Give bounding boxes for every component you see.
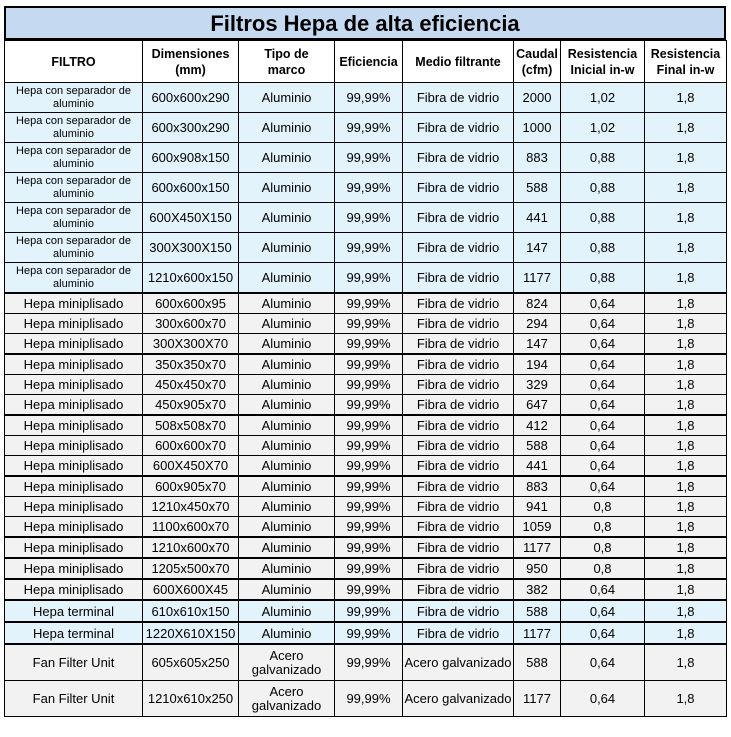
cell-tipo-marco: Aluminio	[239, 395, 335, 416]
cell-caudal: 950	[514, 558, 561, 579]
cell-resistencia-final: 1,8	[645, 579, 727, 600]
cell-dimensiones: 600x300x290	[143, 113, 239, 143]
cell-medio-filtrante: Fibra de vidrio	[403, 233, 514, 263]
cell-caudal: 647	[514, 395, 561, 416]
cell-eficiencia: 99,99%	[335, 436, 403, 456]
cell-resistencia-inicial: 0,64	[561, 293, 645, 314]
cell-dimensiones: 300X300X70	[143, 334, 239, 355]
cell-medio-filtrante: Fibra de vidrio	[403, 314, 514, 334]
table-row	[5, 622, 727, 644]
table-row	[5, 83, 727, 113]
cell-resistencia-final: 1,8	[645, 143, 727, 173]
cell-dimensiones: 600x908x150	[143, 143, 239, 173]
cell-tipo-marco: Aluminio	[239, 517, 335, 538]
page-title: Filtros Hepa de alta eficiencia	[4, 6, 726, 40]
cell-medio-filtrante: Fibra de vidrio	[403, 558, 514, 579]
cell-tipo-marco: Aluminio	[239, 476, 335, 497]
cell-medio-filtrante: Acero galvanizado	[403, 681, 514, 717]
cell-resistencia-inicial: 0,88	[561, 173, 645, 203]
cell-medio-filtrante: Fibra de vidrio	[403, 354, 514, 375]
table-row	[5, 415, 727, 436]
cell-caudal: 441	[514, 456, 561, 477]
cell-tipo-marco: Aluminio	[239, 456, 335, 477]
cell-caudal: 1177	[514, 622, 561, 644]
cell-filtro: Hepa miniplisado	[5, 476, 143, 497]
cell-dimensiones: 600X450X150	[143, 203, 239, 233]
cell-resistencia-inicial: 0,64	[561, 456, 645, 477]
cell-resistencia-final: 1,8	[645, 203, 727, 233]
cell-resistencia-inicial: 0,88	[561, 233, 645, 263]
cell-caudal: 588	[514, 644, 561, 681]
table-row	[5, 681, 727, 717]
cell-resistencia-inicial: 0,64	[561, 622, 645, 644]
table-row	[5, 143, 727, 173]
table-row	[5, 558, 727, 579]
cell-dimensiones: 1100x600x70	[143, 517, 239, 538]
cell-resistencia-inicial: 0,64	[561, 334, 645, 355]
cell-tipo-marco: Aluminio	[239, 537, 335, 558]
cell-filtro: Hepa miniplisado	[5, 497, 143, 517]
cell-eficiencia: 99,99%	[335, 600, 403, 622]
header-row	[5, 41, 727, 83]
cell-tipo-marco: Aluminio	[239, 375, 335, 395]
cell-resistencia-final: 1,8	[645, 456, 727, 477]
cell-eficiencia: 99,99%	[335, 415, 403, 436]
header-eficiencia: Eficiencia	[335, 41, 403, 83]
cell-medio-filtrante: Acero galvanizado	[403, 644, 514, 681]
cell-caudal: 588	[514, 436, 561, 456]
cell-resistencia-final: 1,8	[645, 517, 727, 538]
cell-resistencia-final: 1,8	[645, 314, 727, 334]
cell-medio-filtrante: Fibra de vidrio	[403, 203, 514, 233]
table-container	[4, 6, 726, 717]
cell-resistencia-final: 1,8	[645, 233, 727, 263]
cell-dimensiones: 1210x600x70	[143, 537, 239, 558]
cell-eficiencia: 99,99%	[335, 143, 403, 173]
cell-resistencia-final: 1,8	[645, 263, 727, 294]
cell-resistencia-inicial: 0,64	[561, 681, 645, 717]
cell-resistencia-final: 1,8	[645, 173, 727, 203]
cell-caudal: 441	[514, 203, 561, 233]
cell-caudal: 824	[514, 293, 561, 314]
cell-eficiencia: 99,99%	[335, 395, 403, 416]
cell-medio-filtrante: Fibra de vidrio	[403, 497, 514, 517]
cell-resistencia-inicial: 0,88	[561, 263, 645, 294]
cell-dimensiones: 600x905x70	[143, 476, 239, 497]
cell-tipo-marco: Aluminio	[239, 579, 335, 600]
cell-tipo-marco: Acero galvanizado	[239, 681, 335, 717]
cell-resistencia-final: 1,8	[645, 644, 727, 681]
cell-medio-filtrante: Fibra de vidrio	[403, 517, 514, 538]
cell-caudal: 883	[514, 143, 561, 173]
cell-eficiencia: 99,99%	[335, 517, 403, 538]
cell-medio-filtrante: Fibra de vidrio	[403, 436, 514, 456]
cell-tipo-marco: Aluminio	[239, 354, 335, 375]
table-row	[5, 497, 727, 517]
cell-filtro: Hepa con separador de aluminio	[5, 173, 143, 203]
cell-filtro: Hepa miniplisado	[5, 395, 143, 416]
cell-resistencia-final: 1,8	[645, 497, 727, 517]
cell-filtro: Fan Filter Unit	[5, 644, 143, 681]
table-row	[5, 293, 727, 314]
cell-medio-filtrante: Fibra de vidrio	[403, 415, 514, 436]
cell-tipo-marco: Aluminio	[239, 600, 335, 622]
cell-resistencia-final: 1,8	[645, 354, 727, 375]
cell-medio-filtrante: Fibra de vidrio	[403, 375, 514, 395]
table-row	[5, 436, 727, 456]
cell-tipo-marco: Aluminio	[239, 436, 335, 456]
cell-medio-filtrante: Fibra de vidrio	[403, 263, 514, 294]
cell-dimensiones: 600x600x150	[143, 173, 239, 203]
cell-medio-filtrante: Fibra de vidrio	[403, 293, 514, 314]
cell-resistencia-inicial: 0,8	[561, 537, 645, 558]
cell-caudal: 883	[514, 476, 561, 497]
cell-filtro: Hepa miniplisado	[5, 558, 143, 579]
cell-tipo-marco: Aluminio	[239, 314, 335, 334]
table-row	[5, 456, 727, 477]
cell-dimensiones: 600X450X70	[143, 456, 239, 477]
cell-resistencia-inicial: 0,8	[561, 497, 645, 517]
table-row	[5, 375, 727, 395]
cell-filtro: Fan Filter Unit	[5, 681, 143, 717]
cell-filtro: Hepa miniplisado	[5, 375, 143, 395]
cell-dimensiones: 600X600X45	[143, 579, 239, 600]
cell-dimensiones: 508x508x70	[143, 415, 239, 436]
cell-eficiencia: 99,99%	[335, 456, 403, 477]
cell-resistencia-final: 1,8	[645, 334, 727, 355]
cell-filtro: Hepa con separador de aluminio	[5, 233, 143, 263]
hepa-filter-table	[4, 40, 727, 717]
cell-filtro: Hepa miniplisado	[5, 537, 143, 558]
table-row	[5, 354, 727, 375]
cell-resistencia-final: 1,8	[645, 436, 727, 456]
cell-dimensiones: 1210x450x70	[143, 497, 239, 517]
cell-resistencia-final: 1,8	[645, 600, 727, 622]
cell-caudal: 588	[514, 173, 561, 203]
cell-caudal: 294	[514, 314, 561, 334]
table-row	[5, 395, 727, 416]
cell-resistencia-inicial: 0,64	[561, 395, 645, 416]
cell-tipo-marco: Aluminio	[239, 203, 335, 233]
cell-tipo-marco: Aluminio	[239, 113, 335, 143]
cell-caudal: 1000	[514, 113, 561, 143]
cell-filtro: Hepa miniplisado	[5, 314, 143, 334]
cell-caudal: 1059	[514, 517, 561, 538]
cell-caudal: 1177	[514, 681, 561, 717]
cell-medio-filtrante: Fibra de vidrio	[403, 83, 514, 113]
cell-resistencia-final: 1,8	[645, 395, 727, 416]
cell-dimensiones: 1210x600x150	[143, 263, 239, 294]
table-row	[5, 203, 727, 233]
cell-eficiencia: 99,99%	[335, 293, 403, 314]
cell-caudal: 329	[514, 375, 561, 395]
cell-resistencia-final: 1,8	[645, 415, 727, 436]
table-row	[5, 263, 727, 294]
cell-resistencia-final: 1,8	[645, 375, 727, 395]
cell-caudal: 147	[514, 233, 561, 263]
cell-tipo-marco: Aluminio	[239, 173, 335, 203]
cell-filtro: Hepa miniplisado	[5, 293, 143, 314]
cell-dimensiones: 350x350x70	[143, 354, 239, 375]
cell-eficiencia: 99,99%	[335, 334, 403, 355]
cell-filtro: Hepa miniplisado	[5, 517, 143, 538]
cell-tipo-marco: Acero galvanizado	[239, 644, 335, 681]
cell-eficiencia: 99,99%	[335, 497, 403, 517]
cell-resistencia-inicial: 0,64	[561, 436, 645, 456]
cell-caudal: 147	[514, 334, 561, 355]
table-row	[5, 600, 727, 622]
cell-resistencia-inicial: 0,8	[561, 558, 645, 579]
cell-dimensiones: 300x600x70	[143, 314, 239, 334]
cell-dimensiones: 600x600x290	[143, 83, 239, 113]
cell-dimensiones: 1220X610X150	[143, 622, 239, 644]
table-row	[5, 314, 727, 334]
cell-resistencia-final: 1,8	[645, 293, 727, 314]
cell-resistencia-final: 1,8	[645, 113, 727, 143]
cell-tipo-marco: Aluminio	[239, 233, 335, 263]
header-dimensiones: Dimensiones (mm)	[143, 41, 239, 83]
table-row	[5, 476, 727, 497]
cell-medio-filtrante: Fibra de vidrio	[403, 334, 514, 355]
cell-tipo-marco: Aluminio	[239, 263, 335, 294]
cell-dimensiones: 600x600x95	[143, 293, 239, 314]
cell-resistencia-inicial: 0,88	[561, 203, 645, 233]
cell-tipo-marco: Aluminio	[239, 558, 335, 579]
cell-eficiencia: 99,99%	[335, 644, 403, 681]
cell-tipo-marco: Aluminio	[239, 415, 335, 436]
header-resistencia-final: Resistencia Final in-w	[645, 41, 727, 83]
cell-resistencia-inicial: 0,64	[561, 579, 645, 600]
cell-filtro: Hepa miniplisado	[5, 436, 143, 456]
cell-resistencia-final: 1,8	[645, 83, 727, 113]
cell-caudal: 382	[514, 579, 561, 600]
cell-eficiencia: 99,99%	[335, 83, 403, 113]
cell-caudal: 588	[514, 600, 561, 622]
table-row	[5, 173, 727, 203]
cell-eficiencia: 99,99%	[335, 375, 403, 395]
cell-eficiencia: 99,99%	[335, 233, 403, 263]
cell-eficiencia: 99,99%	[335, 681, 403, 717]
cell-caudal: 2000	[514, 83, 561, 113]
header-tipo-marco: Tipo de marco	[239, 41, 335, 83]
table-row	[5, 537, 727, 558]
cell-filtro: Hepa con separador de aluminio	[5, 203, 143, 233]
cell-resistencia-inicial: 0,64	[561, 354, 645, 375]
cell-medio-filtrante: Fibra de vidrio	[403, 579, 514, 600]
table-body	[5, 83, 727, 717]
cell-filtro: Hepa miniplisado	[5, 415, 143, 436]
cell-caudal: 941	[514, 497, 561, 517]
cell-filtro: Hepa con separador de aluminio	[5, 143, 143, 173]
cell-resistencia-inicial: 0,64	[561, 314, 645, 334]
table-row	[5, 517, 727, 538]
cell-caudal: 1177	[514, 263, 561, 294]
cell-caudal: 194	[514, 354, 561, 375]
cell-resistencia-final: 1,8	[645, 476, 727, 497]
header-caudal: Caudal (cfm)	[514, 41, 561, 83]
cell-medio-filtrante: Fibra de vidrio	[403, 143, 514, 173]
cell-filtro: Hepa con separador de aluminio	[5, 113, 143, 143]
cell-resistencia-final: 1,8	[645, 537, 727, 558]
cell-eficiencia: 99,99%	[335, 173, 403, 203]
cell-resistencia-final: 1,8	[645, 622, 727, 644]
cell-tipo-marco: Aluminio	[239, 293, 335, 314]
cell-resistencia-inicial: 0,64	[561, 644, 645, 681]
cell-filtro: Hepa con separador de aluminio	[5, 83, 143, 113]
cell-tipo-marco: Aluminio	[239, 622, 335, 644]
cell-tipo-marco: Aluminio	[239, 143, 335, 173]
cell-medio-filtrante: Fibra de vidrio	[403, 537, 514, 558]
cell-resistencia-inicial: 0,64	[561, 600, 645, 622]
cell-dimensiones: 300X300X150	[143, 233, 239, 263]
cell-resistencia-inicial: 1,02	[561, 83, 645, 113]
cell-eficiencia: 99,99%	[335, 476, 403, 497]
cell-tipo-marco: Aluminio	[239, 83, 335, 113]
cell-dimensiones: 1205x500x70	[143, 558, 239, 579]
cell-resistencia-inicial: 0,64	[561, 415, 645, 436]
cell-eficiencia: 99,99%	[335, 263, 403, 294]
cell-resistencia-final: 1,8	[645, 558, 727, 579]
header-medio-filtrante: Medio filtrante	[403, 41, 514, 83]
table-row	[5, 579, 727, 600]
cell-filtro: Hepa miniplisado	[5, 456, 143, 477]
cell-medio-filtrante: Fibra de vidrio	[403, 456, 514, 477]
cell-resistencia-inicial: 0,64	[561, 375, 645, 395]
cell-eficiencia: 99,99%	[335, 354, 403, 375]
cell-caudal: 412	[514, 415, 561, 436]
header-resistencia-inicial: Resistencia Inicial in-w	[561, 41, 645, 83]
cell-filtro: Hepa con separador de aluminio	[5, 263, 143, 294]
cell-eficiencia: 99,99%	[335, 314, 403, 334]
cell-resistencia-inicial: 0,8	[561, 517, 645, 538]
cell-dimensiones: 605x605x250	[143, 644, 239, 681]
cell-resistencia-inicial: 0,88	[561, 143, 645, 173]
cell-tipo-marco: Aluminio	[239, 497, 335, 517]
cell-eficiencia: 99,99%	[335, 203, 403, 233]
cell-eficiencia: 99,99%	[335, 537, 403, 558]
cell-caudal: 1177	[514, 537, 561, 558]
cell-medio-filtrante: Fibra de vidrio	[403, 600, 514, 622]
table-row	[5, 113, 727, 143]
cell-eficiencia: 99,99%	[335, 558, 403, 579]
cell-resistencia-inicial: 1,02	[561, 113, 645, 143]
cell-dimensiones: 1210x610x250	[143, 681, 239, 717]
cell-dimensiones: 610x610x150	[143, 600, 239, 622]
cell-filtro: Hepa miniplisado	[5, 354, 143, 375]
cell-medio-filtrante: Fibra de vidrio	[403, 622, 514, 644]
cell-filtro: Hepa terminal	[5, 622, 143, 644]
table-row	[5, 644, 727, 681]
cell-tipo-marco: Aluminio	[239, 334, 335, 355]
cell-medio-filtrante: Fibra de vidrio	[403, 476, 514, 497]
cell-dimensiones: 450x450x70	[143, 375, 239, 395]
cell-dimensiones: 600x600x70	[143, 436, 239, 456]
cell-filtro: Hepa miniplisado	[5, 579, 143, 600]
cell-eficiencia: 99,99%	[335, 622, 403, 644]
cell-medio-filtrante: Fibra de vidrio	[403, 173, 514, 203]
cell-resistencia-inicial: 0,64	[561, 476, 645, 497]
cell-medio-filtrante: Fibra de vidrio	[403, 395, 514, 416]
header-filtro: FILTRO	[5, 41, 143, 83]
cell-dimensiones: 450x905x70	[143, 395, 239, 416]
table-row	[5, 233, 727, 263]
cell-filtro: Hepa terminal	[5, 600, 143, 622]
cell-eficiencia: 99,99%	[335, 579, 403, 600]
cell-resistencia-final: 1,8	[645, 681, 727, 717]
cell-eficiencia: 99,99%	[335, 113, 403, 143]
table-row	[5, 334, 727, 355]
cell-filtro: Hepa miniplisado	[5, 334, 143, 355]
cell-medio-filtrante: Fibra de vidrio	[403, 113, 514, 143]
